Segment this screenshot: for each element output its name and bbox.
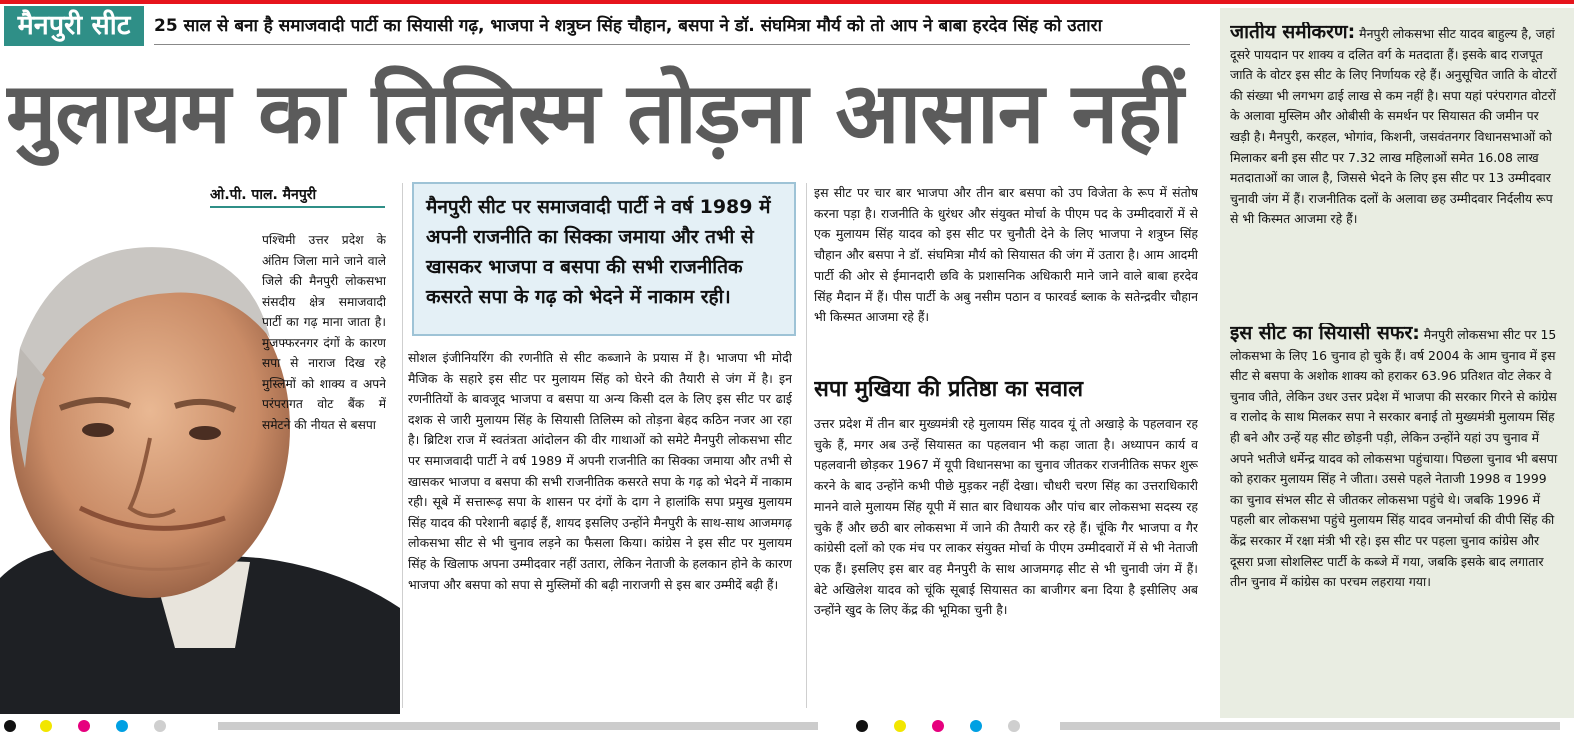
sidebar-section-caste bbox=[1230, 22, 1560, 304]
column-divider bbox=[402, 183, 403, 708]
registration-dot bbox=[1008, 720, 1020, 732]
sidebar-heading-history: इस सीट का सियासी सफर: bbox=[1230, 323, 1420, 344]
sidebar-heading-caste: जातीय समीकरण: bbox=[1230, 22, 1356, 43]
registration-dot bbox=[932, 720, 944, 732]
registration-dot bbox=[116, 720, 128, 732]
subheading: सपा मुखिया की प्रतिष्ठा का सवाल bbox=[814, 377, 1083, 402]
registration-bar bbox=[1060, 722, 1560, 730]
registration-bar bbox=[218, 722, 818, 730]
registration-dot bbox=[40, 720, 52, 732]
sidebar-body-caste: मैनपुरी लोकसभा सीट यादव बाहुल्य है, जहां दूसरे पायदान पर शाक्य व दलित वर्ग के मतदाता हैं। इसके बाद राजपूत जाति के वोटर इस सीट के लिए निर्णायक रहे हैं। अनुसूचित जाति के वोटरों की संख्या भी लगभग ढाई लाख से कम नहीं है। सपा यहां परंपरागत वोटरों के अलावा मुस्लिम और ओबीसी के समर्थन पर सियासत की जमीन पर खड़ी है। मैनपुरी, करहल, भोगांव, किशनी, जसवंतनगर विधानसभाओं को मिलाकर बनी इस सीट पर 7.32 लाख महिलाओं समेत 16.08 लाख मतदाताओं का जाल है, जिससे भेदने के लिए इस सीट पर 13 उम्मीदवार चुनावी जंग में हैं। राजनीतिक दलों के अलावा छह उम्मीदवार निर्दलीय रूप से भी किस्मत आजमा रहे हैं। bbox=[1230, 26, 1557, 227]
byline-rule bbox=[210, 206, 385, 208]
strapline-rule bbox=[154, 44, 1190, 45]
article-column-3-top: इस सीट पर चार बार भाजपा और तीन बार बसपा को उप विजेता के रूप में संतोष करना पड़ा है। राजनीति के धुरंधर और संयुक्त मोर्चा के पीएम पद के उम्मीदवारों में से एक मुलायम सिंह यादव को इस सीट पर चुनौती देने के लिए भाजपा ने शत्रुघ्न सिंह चौहान और बसपा ने डॉ. संघमित्रा मौर्य को सियासत की जंग में उतारा है। आम आदमी पार्टी की ओर से ईमानदारी छवि के प्रशासनिक अधिकारी माने जाने वाले बाबा हरदेव सिंह मैदान में हैं। पीस पार्टी के अबु नसीम पठान व फारवर्ड ब्लाक के सतेन्द्रवीर चौहान भी किस्मत आजमा रहे हैं। bbox=[814, 185, 1198, 325]
article-column-2: सोशल इंजीनियरिंग की रणनीति से सीट कब्जाने के प्रयास में है। भाजपा भी मोदी मैजिक के सहारे इस सीट पर मुलायम सिंह को घेरने की तैयारी से जंग में है। इन रणनीतियों के बावजूद भाजपा व बसपा या अन्य किसी दल के लिए इस सीट पर ढाई दशक से जारी मुलायम सिंह के सियासी तिलिस्म को तोड़ना बेहद कठिन नजर आ रहा है। ब्रिटिश राज में स्वतंत्रता आंदोलन की वीर गाथाओं को समेटे मैनपुरी लोकसभा सीट पर समाजवादी पार्टी ने वर्ष 1989 में अपनी राजनीति का सिक्का जमाया और तभी से खासकर भाजपा व बसपा की सभी राजनीतिक कसरते सपा के गढ़ को भेदने में नाकाम रही। सूबे में सत्तारूढ़ सपा के शासन पर दंगों के दाग ने हालांकि सपा प्रमुख मुलायम सिंह यादव की परेशानी बढ़ाई हैं, शायद इसलिए उन्होंने मैनपुरी के साथ-साथ आजमगढ़ लोकसभा सीट से भी चुनाव लड़ने का फैसला किया। कांग्रेस ने इस सीट पर मुलायम सिंह के खिलाफ अपना उम्मीदवार नहीं उतारा, लेकिन नेताजी के हलकान होने के कारण भाजपा और बसपा को सपा से मुस्लिमों की बढ़ी नाराजगी से इस बार उम्मीदें बढ़ी हैं। bbox=[408, 350, 792, 592]
headline: मुलायम का तिलिस्म तोड़ना आसान नहीं bbox=[6, 64, 1183, 162]
print-registration-marks bbox=[0, 718, 1574, 734]
top-color-rule bbox=[0, 0, 1574, 4]
article-column-1: पश्चिमी उत्तर प्रदेश के अंतिम जिला माने जाने वाले जिले की मैनपुरी लोकसभा संसदीय क्षेत्र समाजवादी पार्टी का गढ़ माना जाता है। मुजफ्फरनगर दंगों के कारण सपा से नाराज दिख रहे मुस्लिमों को शाक्य व अपने परंपरागत वोट बैंक में समेटने की नीयत से बसपा bbox=[262, 233, 386, 432]
sidebar-section-history bbox=[1230, 323, 1560, 693]
strapline: 25 साल से बना है समाजवादी पार्टी का सियासी गढ़, भाजपा ने शत्रुघ्न सिंह चौहान, बसपा ने डॉ. संघमित्रा मौर्य को तो आप ने बाबा हरदेव सिंह को उतारा bbox=[154, 16, 1103, 36]
article-column-3-bottom: उत्तर प्रदेश में तीन बार मुख्यमंत्री रहे मुलायम सिंह यादव यूं तो अखाड़े के पहलवान रह चुके हैं, मगर अब उन्हें सियासत का पहलवान भी कहा जाता है। अध्यापन कार्य व पहलवानी छोड़कर 1967 में यूपी विधानसभा का चुनाव जीतकर राजनीतिक सफर शुरू करने के बाद उन्होंने कभी पीछे मुड़कर नहीं देखा। चौधरी चरण सिंह का उत्तराधिकारी मानने वाले मुलायम सिंह यूपी में सात बार विधायक और पांच बार लोकसभा सदस्य रह चुके हैं और छठी बार लोकसभा में जाने की तैयारी कर रहे हैं। चूंकि गैर भाजपा व गैर कांग्रेसी दलों को एक मंच पर लाकर संयुक्त मोर्चा के पीएम उम्मीदवारों में से भी नेताजी एक हैं। इसलिए इस बार वह मैनपुरी के साथ आजमगढ़ सीट से भी चुनावी जंग में हैं। बेटे अखिलेश यादव को चूंकि सूबाई सियासत का बाजीगर बना दिया है इसीलिए अब उन्होंने खुद के लिए केंद्र की भूमिका चुनी है। bbox=[814, 416, 1198, 618]
registration-dot bbox=[4, 720, 16, 732]
sidebar-body-history: मैनपुरी लोकसभा सीट पर 15 लोकसभा के लिए 16 चुनाव हो चुके हैं। वर्ष 2004 के आम चुनाव में इस सीट से बसपा के अशोक शाक्य को हराकर 63.96 प्रतिशत वोट लेकर वे चुनाव जीते, लेकिन उधर उत्तर प्रदेश में भाजपा की सरकार गिरने से कांग्रेस व रालोद के साथ मिलकर सपा ने सरकार बनाई तो मुख्यमंत्री मुलायम सिंह ही बने और उन्हें यह सीट छोड़नी पड़ी, लेकिन उन्होंने यहां उप चुनाव में अपने भतीजे धर्मेन्द्र यादव को लोकसभा पहुंचाया। पिछला चुनाव भी बसपा को हराकर मुलायम सिंह ने जीता। उससे पहले नेताजी 1998 व 1999 का चुनाव संभल सीट से जीतकर लोकसभा पहुंचे थे। जबकि 1996 में पहली बार लोकसभा पहुंचे मुलायम सिंह यादव जनमोर्चा की वीपी सिंह की केंद्र सरकार में रक्षा मंत्री भी रहे। इस सीट पर पहला चुनाव कांग्रेस और दूसरा प्रजा सोशलिस्ट पार्टी के कब्जे में गया, जबकि इसके बाद लगातार तीन चुनाव में कांग्रेस का परचम लहराया गया। bbox=[1230, 327, 1558, 590]
registration-dot bbox=[154, 720, 166, 732]
registration-dot bbox=[78, 720, 90, 732]
registration-dot bbox=[894, 720, 906, 732]
registration-dot bbox=[856, 720, 868, 732]
column-divider bbox=[806, 183, 807, 708]
byline: ओ.पी. पाल. मैनपुरी bbox=[210, 187, 317, 203]
section-tag: मैनपुरी सीट bbox=[4, 6, 144, 46]
pull-quote: मैनपुरी सीट पर समाजवादी पार्टी ने वर्ष 1989 में अपनी राजनीति का सिक्का जमाया और तभी से खासकर भाजपा व बसपा की सभी राजनीतिक कसरते सपा के गढ़ को भेदने में नाकाम रही। bbox=[412, 182, 796, 336]
registration-dot bbox=[970, 720, 982, 732]
